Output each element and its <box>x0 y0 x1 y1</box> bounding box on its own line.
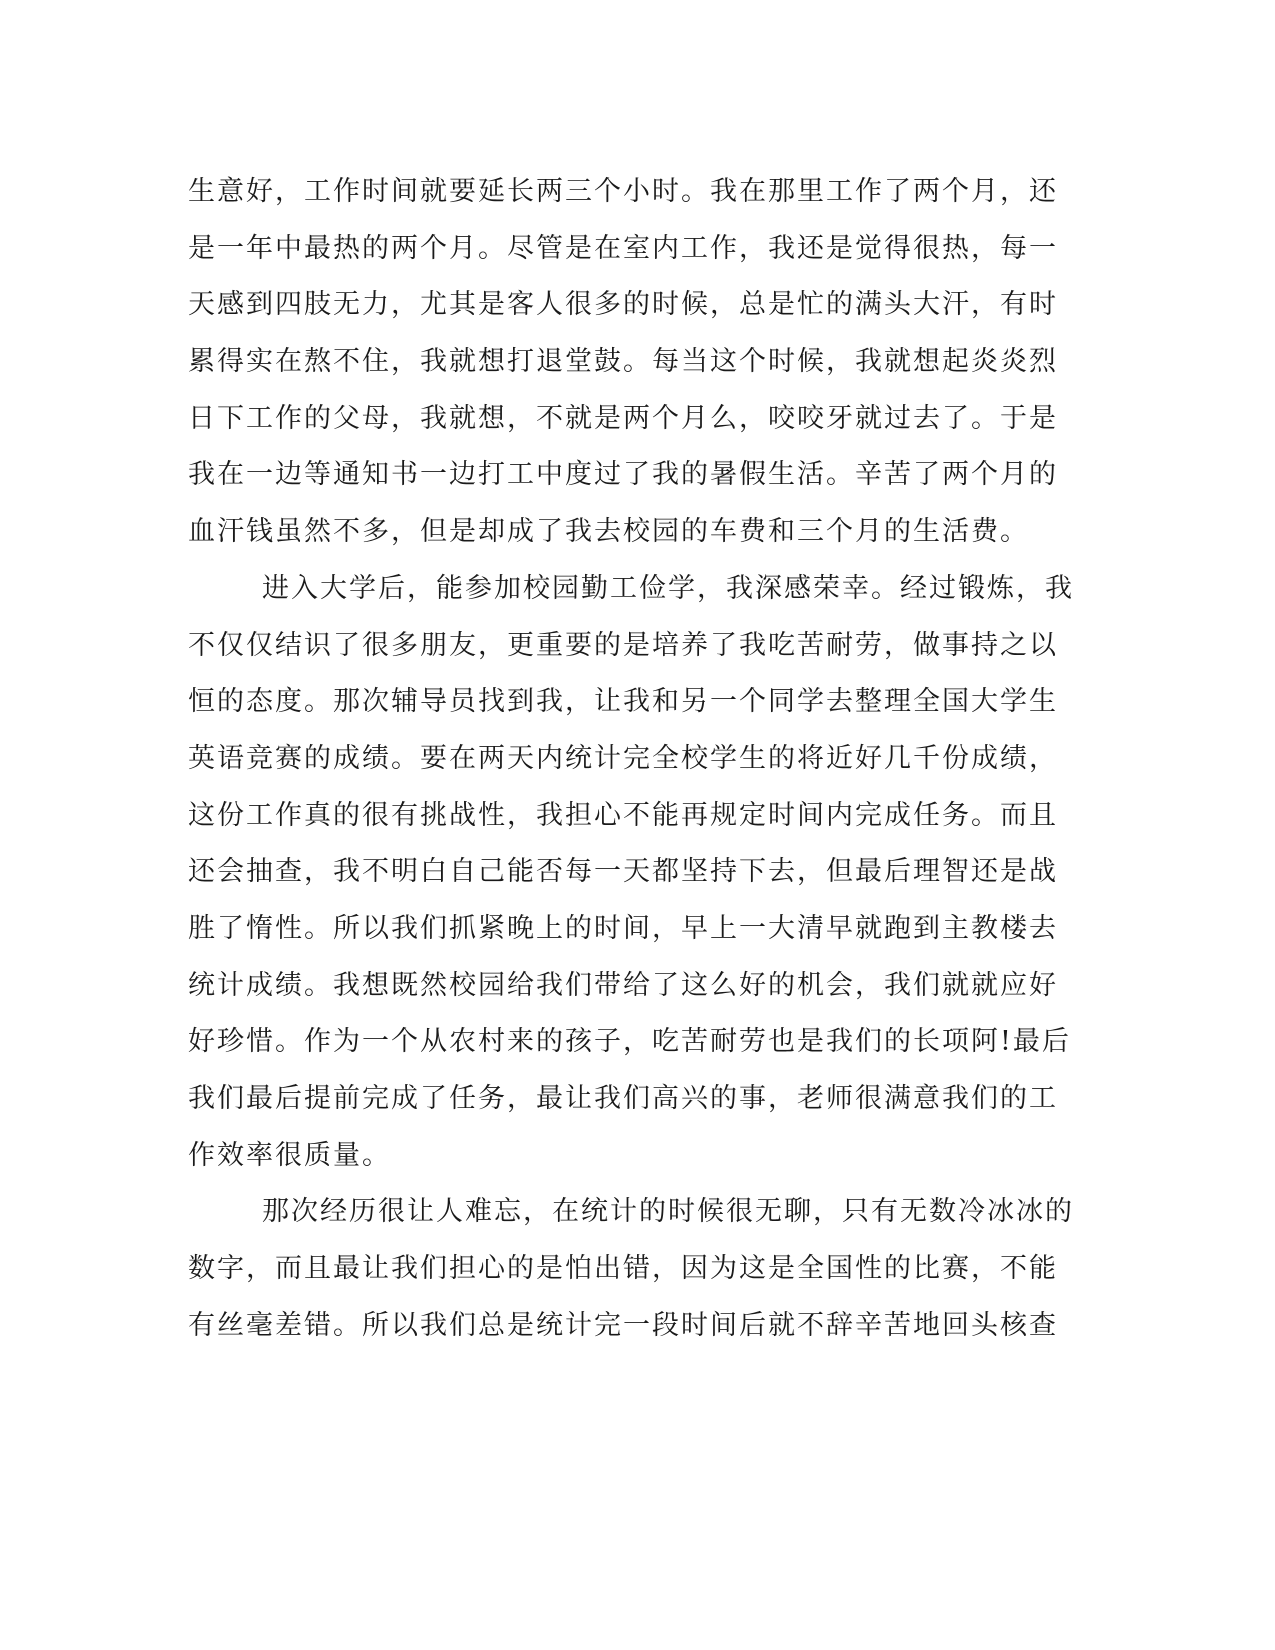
text-line: 还会抽查，我不明白自己能否每一天都坚持下去，但最后理智还是战 <box>188 856 1058 888</box>
text-line: 血汗钱虽然不多，但是却成了我去校园的车费和三个月的生活费。 <box>188 516 1029 548</box>
text-line: 生意好，工作时间就要延长两三个小时。我在那里工作了两个月，还 <box>188 176 1058 207</box>
paragraph-3 <box>188 1184 1078 1354</box>
text-line: 那次经历很让人难忘，在统计的时候很无聊，只有无数冷冰冰的 <box>262 1196 1074 1228</box>
text-line: 是一年中最热的两个月。尽管是在室内工作，我还是觉得很热，每一 <box>188 232 1058 264</box>
paragraph-1 <box>188 164 1078 561</box>
text-line: 进入大学后，能参加校园勤工俭学，我深感荣幸。经过锻炼，我 <box>262 572 1074 604</box>
text-line: 恒的态度。那次辅导员找到我，让我和另一个同学去整理全国大学生 <box>188 686 1058 718</box>
text-line: 这份工作真的很有挑战性，我担心不能再规定时间内完成任务。而且 <box>188 799 1058 831</box>
text-line: 不仅仅结识了很多朋友，更重要的是培养了我吃苦耐劳，做事持之以 <box>188 629 1058 661</box>
text-line: 胜了惰性。所以我们抓紧晚上的时间，早上一大清早就跑到主教楼去 <box>188 912 1058 944</box>
text-line: 累得实在熬不住，我就想打退堂鼓。每当这个时候，我就想起炎炎烈 <box>188 346 1058 378</box>
text-line: 数字，而且最让我们担心的是怕出错，因为这是全国性的比赛，不能 <box>188 1253 1058 1285</box>
paragraph-2 <box>188 561 1078 1185</box>
text-line: 英语竞赛的成绩。要在两天内统计完全校学生的将近好几千份成绩， <box>188 742 1058 774</box>
document-body <box>188 164 1078 1354</box>
text-line: 好珍惜。作为一个从农村来的孩子，吃苦耐劳也是我们的长项阿!最后 <box>188 1026 1071 1058</box>
text-line: 我在一边等通知书一边打工中度过了我的暑假生活。辛苦了两个月的 <box>188 459 1058 491</box>
text-line: 有丝毫差错。所以我们总是统计完一段时间后就不辞辛苦地回头核查 <box>188 1309 1058 1341</box>
text-line: 天感到四肢无力，尤其是客人很多的时候，总是忙的满头大汗，有时 <box>188 289 1058 321</box>
text-line: 日下工作的父母，我就想，不就是两个月么，咬咬牙就过去了。于是 <box>188 402 1058 434</box>
text-line: 作效率很质量。 <box>188 1139 391 1171</box>
text-line: 我们最后提前完成了任务，最让我们高兴的事，老师很满意我们的工 <box>188 1083 1058 1114</box>
text-line: 统计成绩。我想既然校园给我们带给了这么好的机会，我们就就应好 <box>188 969 1058 1001</box>
